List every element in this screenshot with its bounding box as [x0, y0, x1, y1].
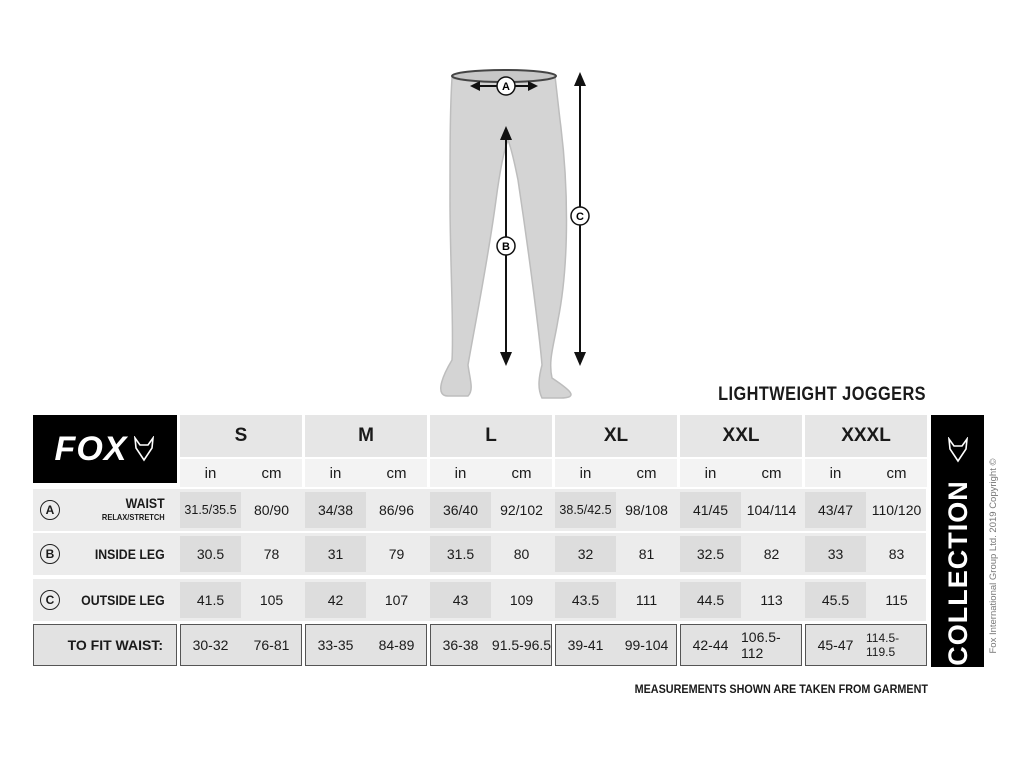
- fit-waist-value: 106.5-112: [741, 629, 781, 661]
- table-cell: 83: [888, 546, 905, 562]
- fit-waist-value: 39-41: [567, 637, 604, 653]
- table-cell: 104/114: [746, 502, 797, 518]
- table-cell: 41.5: [180, 582, 241, 618]
- table-cell: 98/108: [625, 502, 668, 518]
- size-header-m: M: [305, 415, 427, 457]
- fit-waist-value: 33-35: [317, 637, 354, 653]
- table-cell: 34/38: [305, 492, 366, 528]
- marker-b-diagram: B: [502, 241, 510, 253]
- table-cell: 30.5: [180, 536, 241, 572]
- table-cell: 31.5: [430, 536, 491, 572]
- table-cell: 80/90: [253, 502, 290, 518]
- brand-logo: [33, 415, 177, 483]
- table-cell: 115: [885, 592, 908, 608]
- unit-header: cm: [491, 459, 552, 487]
- size-header-l: L: [430, 415, 552, 457]
- table-cell: 33: [805, 536, 866, 572]
- fit-waist-value: 45-47: [817, 637, 854, 653]
- row-label-waist: [33, 489, 177, 531]
- size-header-s: S: [180, 415, 302, 457]
- marker-a-diagram: A: [502, 81, 510, 93]
- table-cell: 80: [513, 546, 530, 562]
- measurement-note: MEASUREMENTS SHOWN ARE TAKEN FROM GARMENT: [634, 682, 928, 696]
- table-cell: 45.5: [805, 582, 866, 618]
- size-header-xl: XL: [555, 415, 677, 457]
- collection-text: COLLECTION: [943, 480, 973, 666]
- waist-label: WAIST: [125, 495, 165, 511]
- copyright-text: Fox International Group Ltd. 2019 Copyright ©: [988, 458, 999, 654]
- table-cell: 32.5: [680, 536, 741, 572]
- unit-header: in: [555, 459, 616, 487]
- table-cell: 111: [635, 592, 658, 608]
- fox-head-icon: [133, 436, 155, 462]
- table-cell: 109: [509, 592, 534, 608]
- table-cell: 43/47: [805, 492, 866, 528]
- table-cell: 81: [638, 546, 655, 562]
- table-cell: 107: [384, 592, 409, 608]
- fit-waist-value: 76-81: [253, 637, 290, 653]
- unit-header: cm: [866, 459, 927, 487]
- unit-header: in: [805, 459, 866, 487]
- table-cell: 92/102: [500, 502, 543, 518]
- fox-head-icon: [946, 437, 970, 463]
- unit-header: cm: [616, 459, 677, 487]
- unit-header: cm: [241, 459, 302, 487]
- table-cell: 110/120: [871, 502, 922, 518]
- table-cell: 36/40: [430, 492, 491, 528]
- table-cell: 79: [388, 546, 405, 562]
- outside-leg-label: OUTSIDE LEG: [81, 592, 165, 608]
- unit-header: in: [680, 459, 741, 487]
- fit-waist-value: 42-44: [692, 637, 729, 653]
- fit-waist-label: TO FIT WAIST:: [67, 637, 163, 653]
- marker-b-badge: B: [40, 544, 60, 564]
- table-cell: 44.5: [680, 582, 741, 618]
- table-cell: 113: [760, 592, 783, 608]
- product-title: LIGHTWEIGHT JOGGERS: [718, 384, 926, 405]
- table-cell: 78: [263, 546, 280, 562]
- unit-header: in: [305, 459, 366, 487]
- brand-name: FOX: [54, 429, 128, 468]
- table-cell: 43: [430, 582, 491, 618]
- table-cell: 43.5: [555, 582, 616, 618]
- outside-leg-arrow: [571, 72, 589, 366]
- table-cell: 82: [763, 546, 780, 562]
- fit-waist-value: 30-32: [192, 637, 229, 653]
- fit-waist-value: 99-104: [624, 637, 669, 653]
- inside-leg-label: INSIDE LEG: [94, 546, 165, 562]
- size-header-xxxl: XXXL: [805, 415, 927, 457]
- table-cell: 41/45: [680, 492, 741, 528]
- joggers-diagram: [430, 60, 610, 405]
- table-cell: 42: [305, 582, 366, 618]
- table-cell: 31: [305, 536, 366, 572]
- table-cell: 32: [555, 536, 616, 572]
- row-label-inside-leg: [33, 533, 177, 575]
- fit-waist-value: 84-89: [378, 637, 415, 653]
- waist-sublabel: RELAX/STRETCH: [101, 512, 165, 522]
- table-cell: 105: [259, 592, 284, 608]
- marker-c-diagram: C: [576, 211, 584, 223]
- marker-a-badge: A: [40, 500, 60, 520]
- table-cell: 86/96: [378, 502, 415, 518]
- collection-banner: [931, 415, 984, 667]
- unit-header: cm: [741, 459, 802, 487]
- fit-waist-value: 91.5-96.5: [491, 637, 552, 653]
- size-header-xxl: XXL: [680, 415, 802, 457]
- marker-c-badge: C: [40, 590, 60, 610]
- fit-waist-value: 36-38: [442, 637, 479, 653]
- table-cell: 38.5/42.5: [555, 492, 616, 528]
- table-cell: 31.5/35.5: [180, 492, 241, 528]
- unit-header: in: [430, 459, 491, 487]
- row-label-outside-leg: [33, 579, 177, 621]
- unit-header: in: [180, 459, 241, 487]
- fit-waist-value: 114.5-119.5: [866, 631, 900, 659]
- unit-header: cm: [366, 459, 427, 487]
